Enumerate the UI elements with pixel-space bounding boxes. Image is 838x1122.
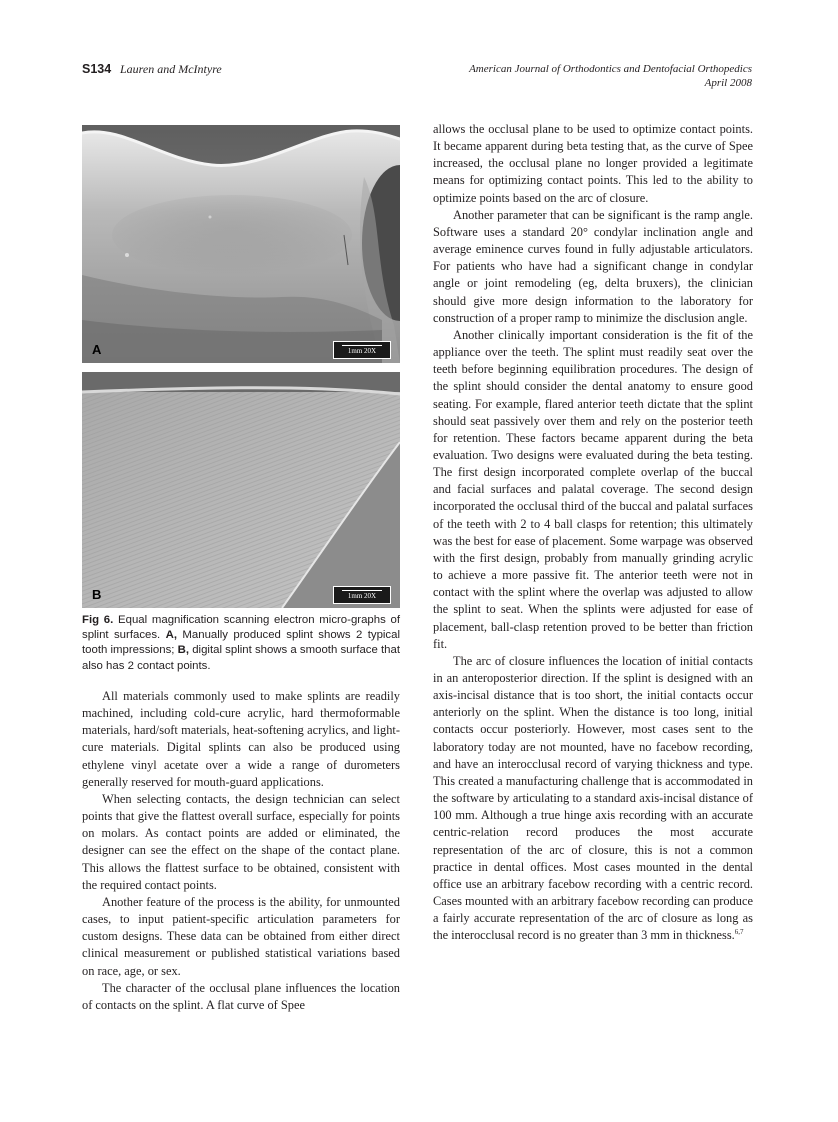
figure-caption	[82, 613, 400, 674]
paragraph: Another feature of the process is the ability, for unmounted cases, to input patient-specific articulation parameters for custom designs. These data can be obtained from either direct clinical measurement or published statistical variations based on race, age, or sex.	[82, 894, 400, 978]
scale-label-b: 1mm 20X	[347, 592, 377, 600]
caption-text-1: Equal magnification scanning electron micro-graphs of splint surfaces.	[82, 614, 400, 642]
scale-bar-b	[333, 586, 391, 604]
caption-text-3: digital splint shows a smooth surface that also has 2 contact points.	[82, 644, 400, 672]
paragraph: All materials commonly used to make splints are readily machined, including cold-cure acrylic, hard thermoformable materials, hard/soft materials, heat-softening acrylics, and light-cure materials. Digital splints can also be produced using ethylene vinyl acetate over a wide a range of durometers generally reserved for mouth-guard applications.	[82, 689, 400, 789]
journal-title: American Journal of Orthodontics and Dentofacial Orthopedics	[469, 63, 752, 75]
citation: 6,7	[734, 928, 744, 937]
caption-text-2: Manually produced splint shows 2 typical tooth impressions;	[82, 629, 400, 657]
panel-label-b: B	[92, 587, 102, 602]
paragraph: The character of the occlusal plane influences the location of contacts on the splint. A flat curve of Spee	[82, 980, 400, 1012]
figure-panel-b	[82, 372, 400, 608]
paragraph-continuation: allows the occlusal plane to be used to optimize contact points. It became apparent during beta testing that, as the curve of Spee increased, the occlusal plane no longer provided a legitimate means for optimizing contact points. This led to the ability to optimize points based on the arc of closure.	[433, 122, 753, 205]
sem-micrograph-b	[82, 372, 400, 608]
caption-label: Fig 6.	[82, 614, 114, 626]
figure-panel-a	[82, 125, 400, 363]
paragraph: Another clinically important consideration is the fit of the appliance over the teeth. The splint must readily seat over the teeth before beginning equilibration procedures. The design of the splint should consider the dental anatomy to ensure good seating. For example, flared anterior teeth dictate that the splint should seat passively over them and rely on the posterior teeth for retention. These factors became apparent during the beta evaluation. Two designs were evaluated during the beta testing. The first design incorporated complete overlap of the buccal and facial surfaces and palatal coverage. The second design incorporated the occlusal third of the buccal and palatal surfaces of the teeth with 2 to 4 ball clasps for retention; this ultimately was the best for ease of placement. Some warpage was observed with the first design, probably from manually grinding acrylic to achieve a more passive fit. The anterior teeth were not in contact with the splint where the overlap was adjusted to allow the splint to seat. When the splints were adjusted for ease of placement, ball-clasp retention proved to be better than friction fit.	[433, 327, 753, 651]
caption-label-b: B,	[177, 644, 190, 657]
panel-label-a: A	[92, 342, 102, 357]
paragraph-last	[433, 653, 753, 945]
sem-micrograph-a	[82, 125, 400, 363]
scale-bar-a	[333, 341, 391, 359]
running-authors: Lauren and McIntyre	[120, 62, 222, 76]
paragraph: When selecting contacts, the design technician can select points that give the flattest overall surface, especially for points on molars. As contact points are added or eliminated, the designer can see the effect on the shape of the contact plane. This allows the flattest surface to be obtained, consistent with the required contact points.	[82, 791, 400, 892]
left-column	[82, 688, 400, 1014]
right-column	[433, 121, 753, 945]
scale-label-a: 1mm 20X	[347, 347, 377, 355]
paragraph: Another parameter that can be significant is the ramp angle. Software uses a standard 20° condylar inclination angle and average eminence curves found in fully adjustable articulators. For patients who have had a significant change in condylar angle or joint remodeling (eg, delta bruxers), the clinician should give more design information to the laboratory for construction of a proper ramp to minimize the disclusion angle.	[433, 207, 753, 325]
page-number: S134	[82, 62, 112, 76]
paragraph-text: The arc of closure influences the location of initial contacts in an anteroposterior direction. If the splint is designed with an axis-incisal distance that is too short, the initial contacts occur anteriorly on the splint. When the distance is too long, initial contacts occur posteriorly. However, most cases sent to the laboratory today are not mounted, have no facebow recording, and have an interocclusal record of varying thickness and type. This created a manufacturing challenge that is accommodated in the software by articulating to a standard axis-incisal distance of 100 mm. Although a true hinge axis recording with an accurate centric-relation record produces the most accurate representation of the arc of closure, this is not a common practice in dental offices. Most cases mounted in the dental office use an arbitrary facebow recording with a centric record. Cases mounted with an arbitrary facebow recording can produce a fairly accurate representation of the arc of closure as long as the interocclusal record is no greater than 3 mm in thickness.	[433, 653, 753, 943]
caption-label-a: A,	[165, 629, 178, 642]
journal-header	[332, 62, 752, 90]
issue-date: April 2008	[704, 77, 752, 89]
